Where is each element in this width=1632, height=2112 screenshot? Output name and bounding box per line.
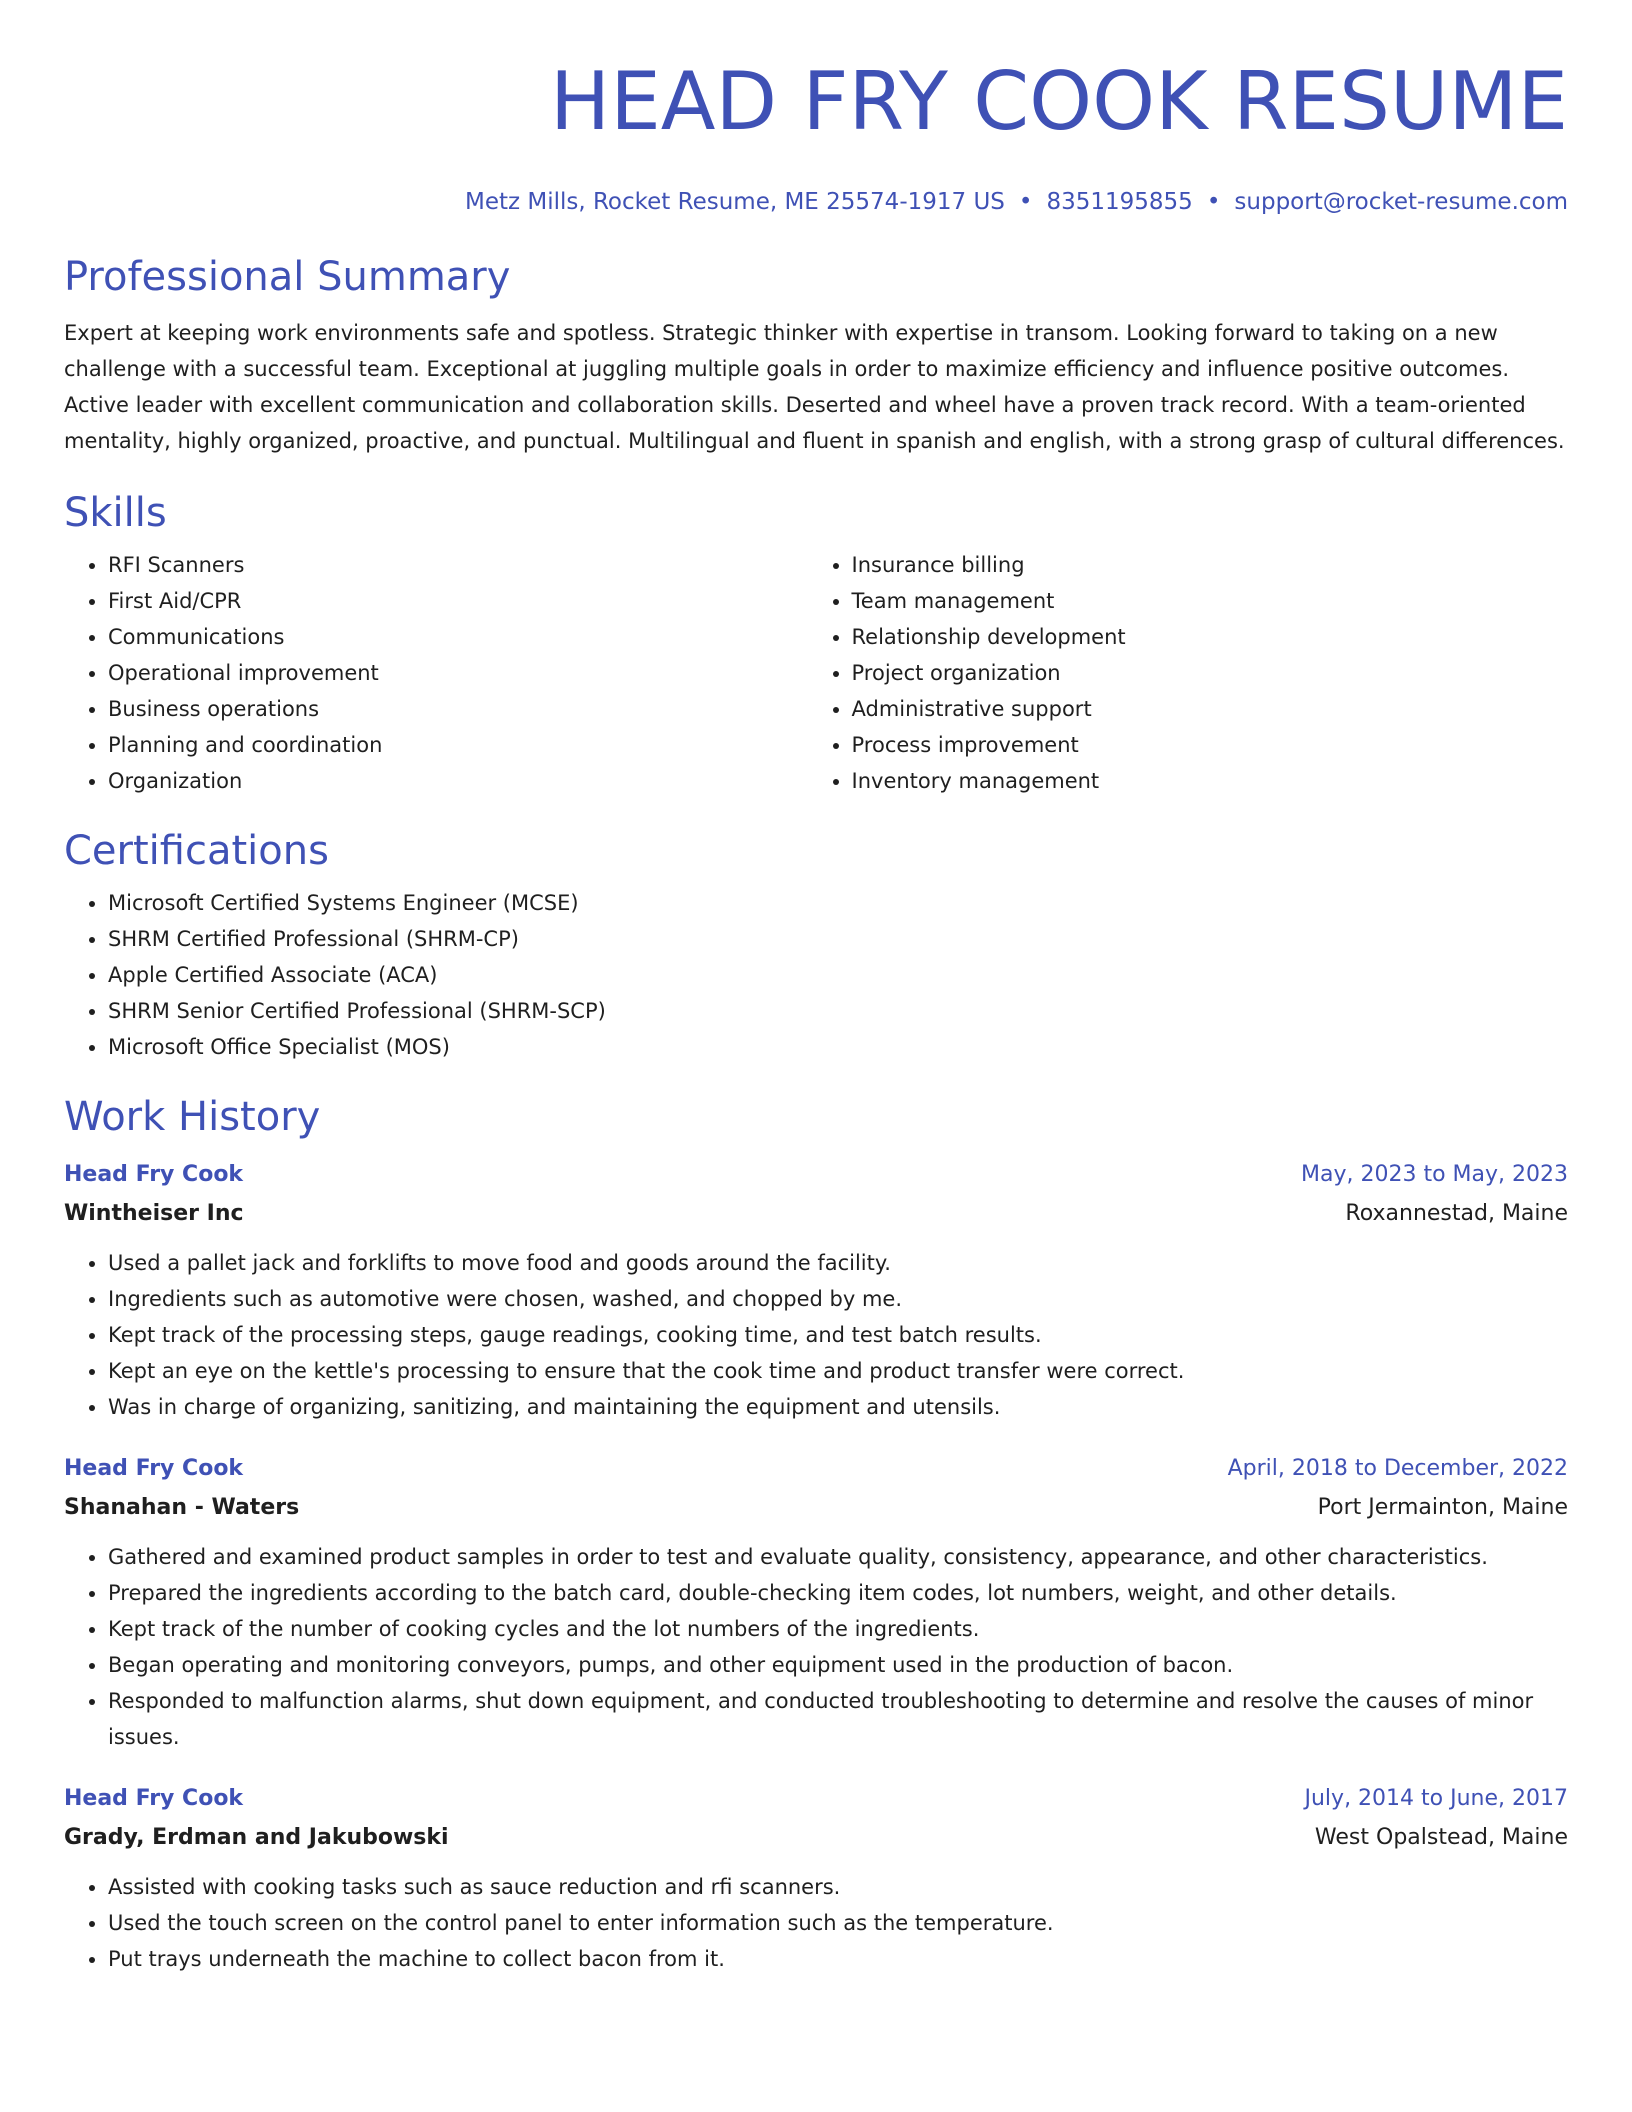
skill-item: • First Aid/CPR bbox=[108, 583, 808, 619]
contact-email: support@rocket-resume.com bbox=[1234, 189, 1568, 215]
job-role: Head Fry Cook bbox=[64, 1456, 244, 1481]
skill-item: • RFI Scanners bbox=[108, 547, 808, 583]
certification-item: • SHRM Certified Professional (SHRM-CP) bbox=[108, 921, 1568, 957]
skill-item: • Insurance billing bbox=[852, 547, 1568, 583]
contact-line bbox=[64, 187, 1568, 217]
job-duty: • Prepared the ingredients according to the batch card, double-checking item codes, lot numbers, weight, and other details. bbox=[108, 1575, 1568, 1611]
skill-item: • Team management bbox=[852, 583, 1568, 619]
job-entry bbox=[64, 1779, 1568, 1977]
summary-text: Expert at keeping work environments safe and spotless. Strategic thinker with expertise in transom. Looking forward to taking on a new challenge with a successful team. Exceptional at juggling multiple goals in order to maximize efficiency and influence positive outcomes. Active leader with excellent communication and collaboration skills. Deserted and wheel have a proven track record. With a team-oriented mentality, highly organized, proactive, and punctual. Multilingual and fluent in spanish and english, with a strong grasp of cultural differences. bbox=[64, 321, 1565, 453]
skill-item: • Planning and coordination bbox=[108, 727, 808, 763]
certification-item: • Microsoft Office Specialist (MOS) bbox=[108, 1029, 1568, 1065]
skill-item: • Relationship development bbox=[852, 619, 1568, 655]
certification-item: • Microsoft Certified Systems Engineer (MCSE) bbox=[108, 885, 1568, 921]
job-dates: July, 2014 to June, 2017 bbox=[1304, 1786, 1568, 1811]
job-entry bbox=[64, 1155, 1568, 1425]
job-role: Head Fry Cook bbox=[64, 1786, 244, 1811]
job-location: West Opalstead, Maine bbox=[1314, 1825, 1568, 1850]
certification-item: • Apple Certified Associate (ACA) bbox=[108, 957, 1568, 993]
job-dates: May, 2023 to May, 2023 bbox=[1301, 1162, 1568, 1187]
job-duty: • Ingredients such as automotive were chosen, washed, and chopped by me. bbox=[108, 1281, 1568, 1317]
job-location: Port Jermainton, Maine bbox=[1317, 1495, 1568, 1520]
job-entry bbox=[64, 1449, 1568, 1755]
skill-item: • Operational improvement bbox=[108, 655, 808, 691]
work-history-list bbox=[64, 1155, 1568, 1977]
skill-item: • Process improvement bbox=[852, 727, 1568, 763]
skills-list-right bbox=[808, 547, 1568, 799]
skill-item: • Organization bbox=[108, 763, 808, 799]
job-company: Shanahan - Waters bbox=[64, 1495, 300, 1520]
job-duty: • Was in charge of organizing, sanitizing, and maintaining the equipment and utensils. bbox=[108, 1389, 1568, 1425]
job-duties-list bbox=[64, 1245, 1568, 1425]
skill-item: • Administrative support bbox=[852, 691, 1568, 727]
job-duty: • Kept track of the processing steps, gauge readings, cooking time, and test batch results. bbox=[108, 1317, 1568, 1353]
job-company-row bbox=[64, 1819, 1568, 1857]
skill-item: • Project organization bbox=[852, 655, 1568, 691]
job-header-row bbox=[64, 1779, 1568, 1819]
job-duty: • Used a pallet jack and forklifts to move food and goods around the facility. bbox=[108, 1245, 1568, 1281]
skills-heading: Skills bbox=[64, 490, 167, 536]
contact-phone: 8351195855 bbox=[1046, 189, 1193, 215]
job-company: Wintheiser Inc bbox=[64, 1201, 244, 1226]
job-duty: • Put trays underneath the machine to collect bacon from it. bbox=[108, 1941, 1568, 1977]
certifications-heading: Certifications bbox=[64, 828, 329, 874]
job-duty: • Gathered and examined product samples in order to test and evaluate quality, consistency, appearance, and other characteristics. bbox=[108, 1539, 1568, 1575]
job-duty: • Began operating and monitoring conveyors, pumps, and other equipment used in the production of bacon. bbox=[108, 1647, 1568, 1683]
job-duties-list bbox=[64, 1539, 1568, 1755]
job-dates: April, 2018 to December, 2022 bbox=[1227, 1456, 1568, 1481]
job-header-row bbox=[64, 1449, 1568, 1489]
job-role: Head Fry Cook bbox=[64, 1162, 244, 1187]
job-duty: • Used the touch screen on the control panel to enter information such as the temperature. bbox=[108, 1905, 1568, 1941]
contact-separator: • bbox=[1206, 189, 1221, 215]
summary-heading: Professional Summary bbox=[64, 254, 511, 300]
job-duty: • Responded to malfunction alarms, shut down equipment, and conducted troubleshooting to determine and resolve the causes of minor issues. bbox=[108, 1683, 1568, 1755]
skill-item: • Inventory management bbox=[852, 763, 1568, 799]
skills-columns bbox=[64, 547, 1568, 799]
job-header-row bbox=[64, 1155, 1568, 1195]
certification-item: • SHRM Senior Certified Professional (SHRM-SCP) bbox=[108, 993, 1568, 1029]
skills-list-left bbox=[64, 547, 808, 799]
skill-item: • Business operations bbox=[108, 691, 808, 727]
job-company-row bbox=[64, 1489, 1568, 1527]
job-duty: • Kept track of the number of cooking cycles and the lot numbers of the ingredients. bbox=[108, 1611, 1568, 1647]
job-location: Roxannestad, Maine bbox=[1345, 1201, 1568, 1226]
contact-address: Metz Mills, Rocket Resume, ME 25574-1917 US bbox=[464, 189, 1005, 215]
contact-separator: • bbox=[1018, 189, 1033, 215]
work-history-heading: Work History bbox=[64, 1094, 321, 1140]
certifications-list bbox=[64, 885, 1568, 1065]
job-duties-list bbox=[64, 1869, 1568, 1977]
job-duty: • Kept an eye on the kettle's processing to ensure that the cook time and product transfer were correct. bbox=[108, 1353, 1568, 1389]
job-company: Grady, Erdman and Jakubowski bbox=[64, 1825, 449, 1850]
resume-title: HEAD FRY COOK RESUME bbox=[550, 55, 1568, 148]
skill-item: • Communications bbox=[108, 619, 808, 655]
job-company-row bbox=[64, 1195, 1568, 1233]
job-duty: • Assisted with cooking tasks such as sauce reduction and rfi scanners. bbox=[108, 1869, 1568, 1905]
